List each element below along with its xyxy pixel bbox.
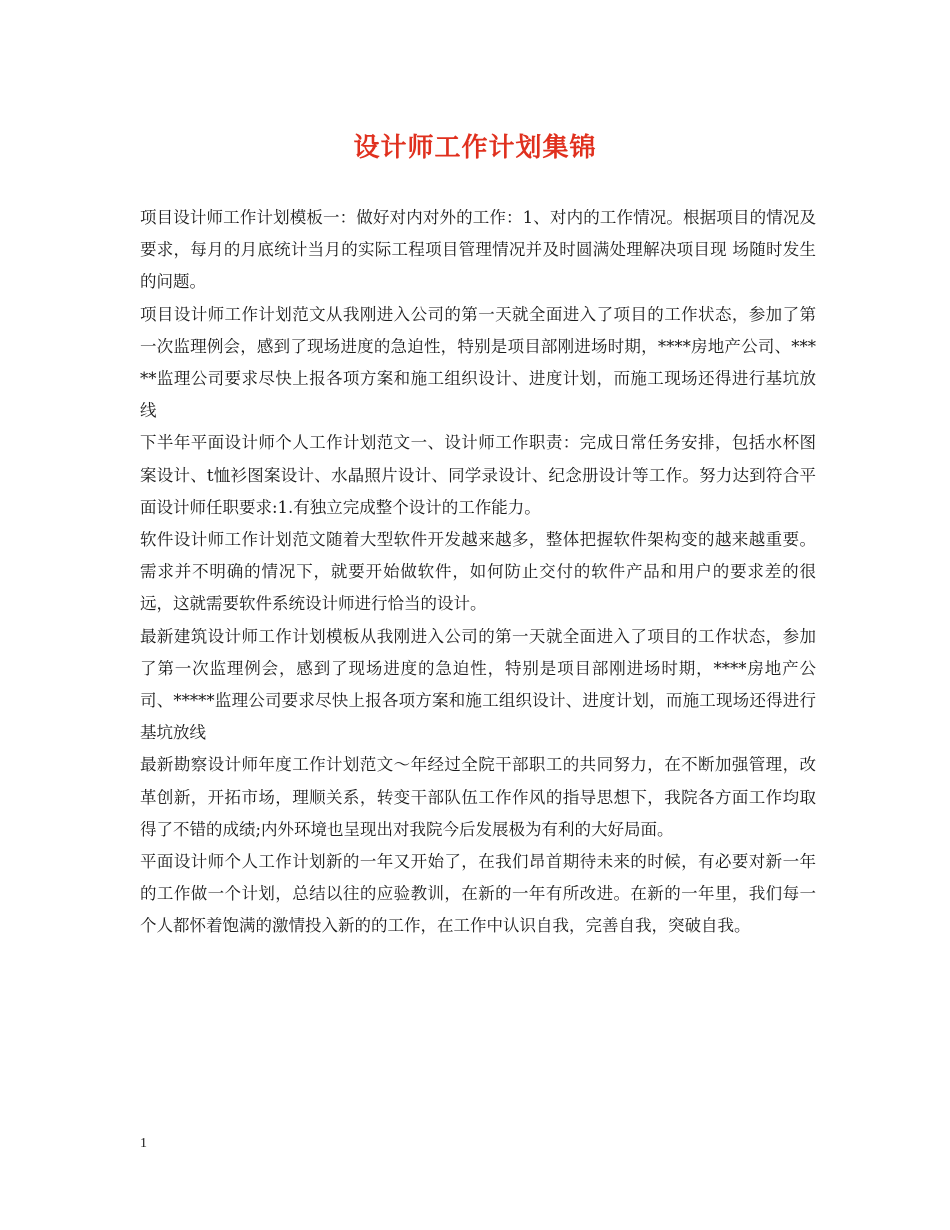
paragraph-2: 项目设计师工作计划范文从我刚进入公司的第一天就全面进入了项目的工作状态，参加了第一次监理例会，感到了现场进度的急迫性，特别是项目部刚进场时期，****房地产公司、*****监理公司要求尽快上报各项方案和施工组织设计、进度计划，而施工现场还得进行基坑放线 [140, 304, 816, 421]
paragraph-6: 最新勘察设计师年度工作计划范文～年经过全院干部职工的共同努力，在不断加强管理，改革创新，开拓市场，理顺关系，转变干部队伍工作作风的指导思想下，我院各方面工作均取得了不错的成绩;内外环境也呈现出对我院今后发展极为有利的大好局面。 [140, 755, 816, 839]
paragraph-7: 平面设计师个人工作计划新的一年又开始了，在我们昂首期待未来的时候，有必要对新一年的工作做一个计划，总结以往的应验教训，在新的一年有所改进。在新的一年里，我们每一个人都怀着饱满的激情投入新的的工作，在工作中认识自我，完善自我，突破自我。 [140, 852, 816, 936]
paragraph-1: 项目设计师工作计划模板一：做好对内对外的工作：1、对内的工作情况。根据项目的情况及要求，每月的月底统计当月的实际工程项目管理情况并及时圆满处理解决项目现 场随时发生的问题。 [140, 208, 816, 292]
paragraph-5: 最新建筑设计师工作计划模板从我刚进入公司的第一天就全面进入了项目的工作状态，参加了第一次监理例会，感到了现场进度的急迫性，特别是项目部刚进场时期，****房地产公司、*****监理公司要求尽快上报各项方案和施工组织设计、进度计划，而施工现场还得进行基坑放线 [140, 626, 816, 743]
document-body [140, 202, 816, 943]
paragraph-4: 软件设计师工作计划范文随着大型软件开发越来越多，整体把握软件架构变的越来越重要。需求并不明确的情况下，就要开始做软件，如何防止交付的软件产品和用户的要求差的很远，这就需要软件系统设计师进行恰当的设计。 [140, 530, 816, 614]
document-title: 设计师工作计划集锦 [353, 133, 597, 163]
page-number: 1 [140, 1136, 147, 1151]
paragraph-3: 下半年平面设计师个人工作计划范文一、设计师工作职责：完成日常任务安排，包括水杯图案设计、t恤衫图案设计、水晶照片设计、同学录设计、纪念册设计等工作。努力达到符合平面设计师任职要求:1.有独立完成整个设计的工作能力。 [140, 433, 816, 517]
